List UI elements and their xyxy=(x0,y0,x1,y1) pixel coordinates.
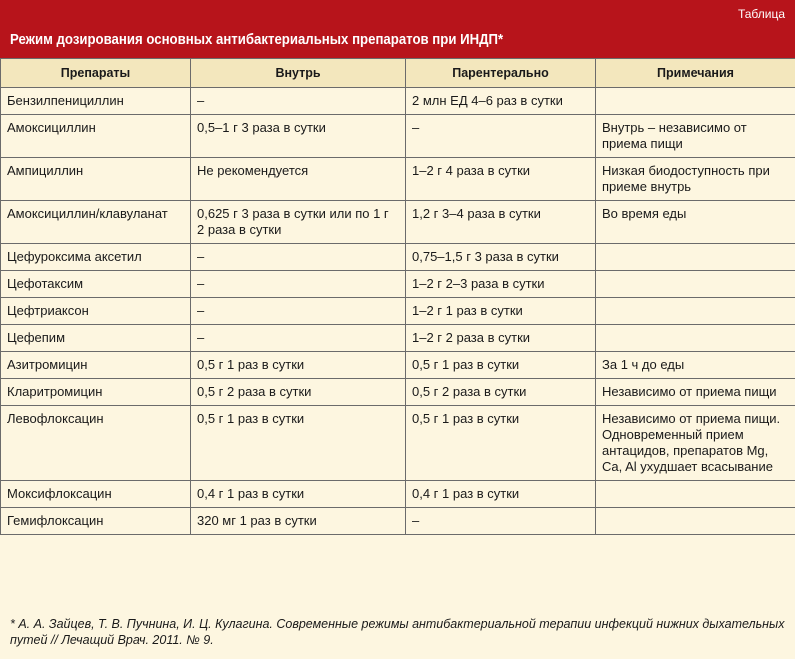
cell-oral: – xyxy=(191,244,406,271)
table-header-bar xyxy=(0,0,795,58)
cell-parenteral: 0,75–1,5 г 3 раза в сутки xyxy=(406,244,596,271)
cell-notes xyxy=(596,481,795,508)
cell-drug: Цефуроксима аксетил xyxy=(1,244,191,271)
column-header-parenteral: Парентерально xyxy=(406,59,596,88)
cell-drug: Гемифлоксацин xyxy=(1,508,191,535)
cell-oral: 0,625 г 3 раза в сутки или по 1 г 2 раза в сутки xyxy=(191,201,406,244)
cell-oral: 0,5–1 г 3 раза в сутки xyxy=(191,115,406,158)
cell-parenteral: – xyxy=(406,115,596,158)
table-row xyxy=(1,201,795,244)
table-row xyxy=(1,298,795,325)
cell-notes: За 1 ч до еды xyxy=(596,352,795,379)
cell-oral: – xyxy=(191,325,406,352)
cell-parenteral: 1–2 г 4 раза в сутки xyxy=(406,158,596,201)
cell-notes: Внутрь – независимо от приема пищи xyxy=(596,115,795,158)
cell-notes: Независимо от приема пищи xyxy=(596,379,795,406)
cell-parenteral: 1–2 г 2 раза в сутки xyxy=(406,325,596,352)
table-row xyxy=(1,271,795,298)
cell-oral: 0,5 г 1 раз в сутки xyxy=(191,352,406,379)
table-label: Таблица xyxy=(737,7,785,21)
table-row xyxy=(1,88,795,115)
dosing-table xyxy=(0,58,795,535)
table-row xyxy=(1,379,795,406)
cell-notes xyxy=(596,298,795,325)
cell-drug: Бензилпенициллин xyxy=(1,88,191,115)
table-row xyxy=(1,244,795,271)
cell-drug: Амоксициллин xyxy=(1,115,191,158)
table-row xyxy=(1,481,795,508)
cell-parenteral: 1–2 г 1 раз в сутки xyxy=(406,298,596,325)
cell-notes: Низкая биодоступность при приеме внутрь xyxy=(596,158,795,201)
column-header-notes: Примечания xyxy=(596,59,795,88)
cell-drug: Цефотаксим xyxy=(1,271,191,298)
cell-oral: 0,5 г 2 раза в сутки xyxy=(191,379,406,406)
cell-parenteral: 0,5 г 1 раз в сутки xyxy=(406,352,596,379)
cell-parenteral: 0,4 г 1 раз в сутки xyxy=(406,481,596,508)
table-title: Режим дозирования основных антибактериальных препаратов при ИНДП* xyxy=(10,31,504,48)
cell-drug: Амоксициллин/клавуланат xyxy=(1,201,191,244)
cell-oral: Не рекомендуется xyxy=(191,158,406,201)
cell-drug: Моксифлоксацин xyxy=(1,481,191,508)
cell-oral: 0,4 г 1 раз в сутки xyxy=(191,481,406,508)
cell-drug: Кларитромицин xyxy=(1,379,191,406)
table-header-row xyxy=(1,59,795,88)
table-row xyxy=(1,115,795,158)
footnote: * А. А. Зайцев, Т. В. Пучнина, И. Ц. Кулагина. Современные режимы антибактериальной терапии инфекций нижних дыхательных путей // Лечащий Врач. 2011. № 9. xyxy=(10,617,785,647)
cell-oral: – xyxy=(191,271,406,298)
cell-notes xyxy=(596,271,795,298)
cell-parenteral: 1,2 г 3–4 раза в сутки xyxy=(406,201,596,244)
cell-oral: 0,5 г 1 раз в сутки xyxy=(191,406,406,481)
cell-drug: Цефепим xyxy=(1,325,191,352)
cell-parenteral: 2 млн ЕД 4–6 раз в сутки xyxy=(406,88,596,115)
cell-oral: 320 мг 1 раз в сутки xyxy=(191,508,406,535)
column-header-drug: Препараты xyxy=(1,59,191,88)
cell-parenteral: 1–2 г 2–3 раза в сутки xyxy=(406,271,596,298)
cell-drug: Левофлоксацин xyxy=(1,406,191,481)
cell-parenteral: – xyxy=(406,508,596,535)
table-row xyxy=(1,406,795,481)
cell-drug: Азитромицин xyxy=(1,352,191,379)
cell-oral: – xyxy=(191,298,406,325)
cell-notes xyxy=(596,508,795,535)
cell-notes: Независимо от приема пищи. Одновременный прием антацидов, препаратов Mg, Ca, Al ухудшает всасывание xyxy=(596,406,795,481)
cell-oral: – xyxy=(191,88,406,115)
cell-drug: Цефтриаксон xyxy=(1,298,191,325)
cell-notes xyxy=(596,244,795,271)
cell-parenteral: 0,5 г 2 раза в сутки xyxy=(406,379,596,406)
cell-parenteral: 0,5 г 1 раз в сутки xyxy=(406,406,596,481)
column-header-oral: Внутрь xyxy=(191,59,406,88)
table-row xyxy=(1,508,795,535)
cell-notes xyxy=(596,325,795,352)
cell-drug: Ампициллин xyxy=(1,158,191,201)
table-row xyxy=(1,352,795,379)
cell-notes xyxy=(596,88,795,115)
table-row xyxy=(1,325,795,352)
cell-notes: Во время еды xyxy=(596,201,795,244)
table-row xyxy=(1,158,795,201)
